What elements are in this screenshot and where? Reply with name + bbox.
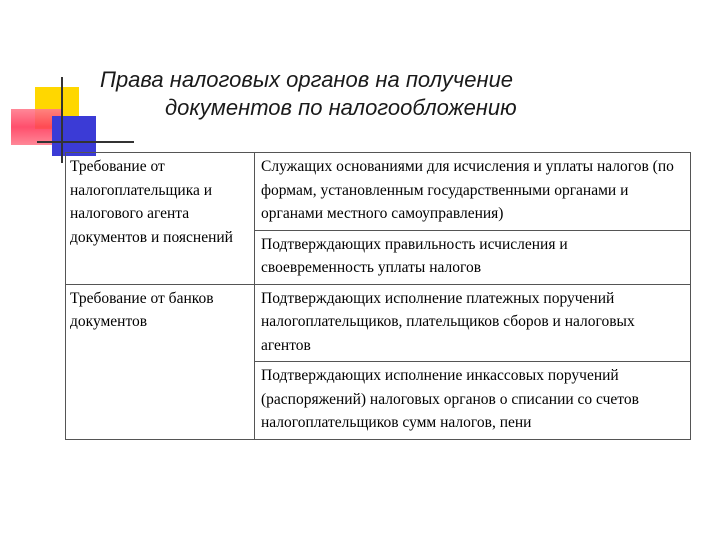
- document-cell: Подтверждающих исполнение платежных поручений налогоплательщиков, плательщиков сборов и налоговых агентов: [255, 284, 691, 362]
- slide-title-line-2: документов по налогообложению: [165, 95, 517, 120]
- requirement-cell: Требование от налогоплательщика и налогового агента документов и пояснений: [66, 153, 255, 285]
- document-cell: Подтверждающих исполнение инкассовых поручений (распоряжений) налоговых органов о списании со счетов налогоплательщиков сумм налогов, пени: [255, 362, 691, 440]
- document-cell: Подтверждающих правильность исчисления и своевременность уплаты налогов: [255, 230, 691, 284]
- document-cell: Служащих основаниями для исчисления и уплаты налогов (по формам, установленным государственными органами и органами местного самоуправления): [261, 158, 674, 222]
- slide-title: [100, 66, 660, 122]
- decorative-blue-square: [52, 116, 96, 156]
- decorative-horizontal-line: [37, 141, 134, 143]
- requirement-cell: Требование от банков документов: [66, 284, 255, 439]
- slide-title-line-1: Права налоговых органов на получение: [100, 67, 514, 92]
- rights-table: [65, 152, 691, 440]
- table-row: [66, 284, 691, 362]
- decorative-vertical-line: [61, 77, 63, 163]
- table-row: [66, 153, 691, 231]
